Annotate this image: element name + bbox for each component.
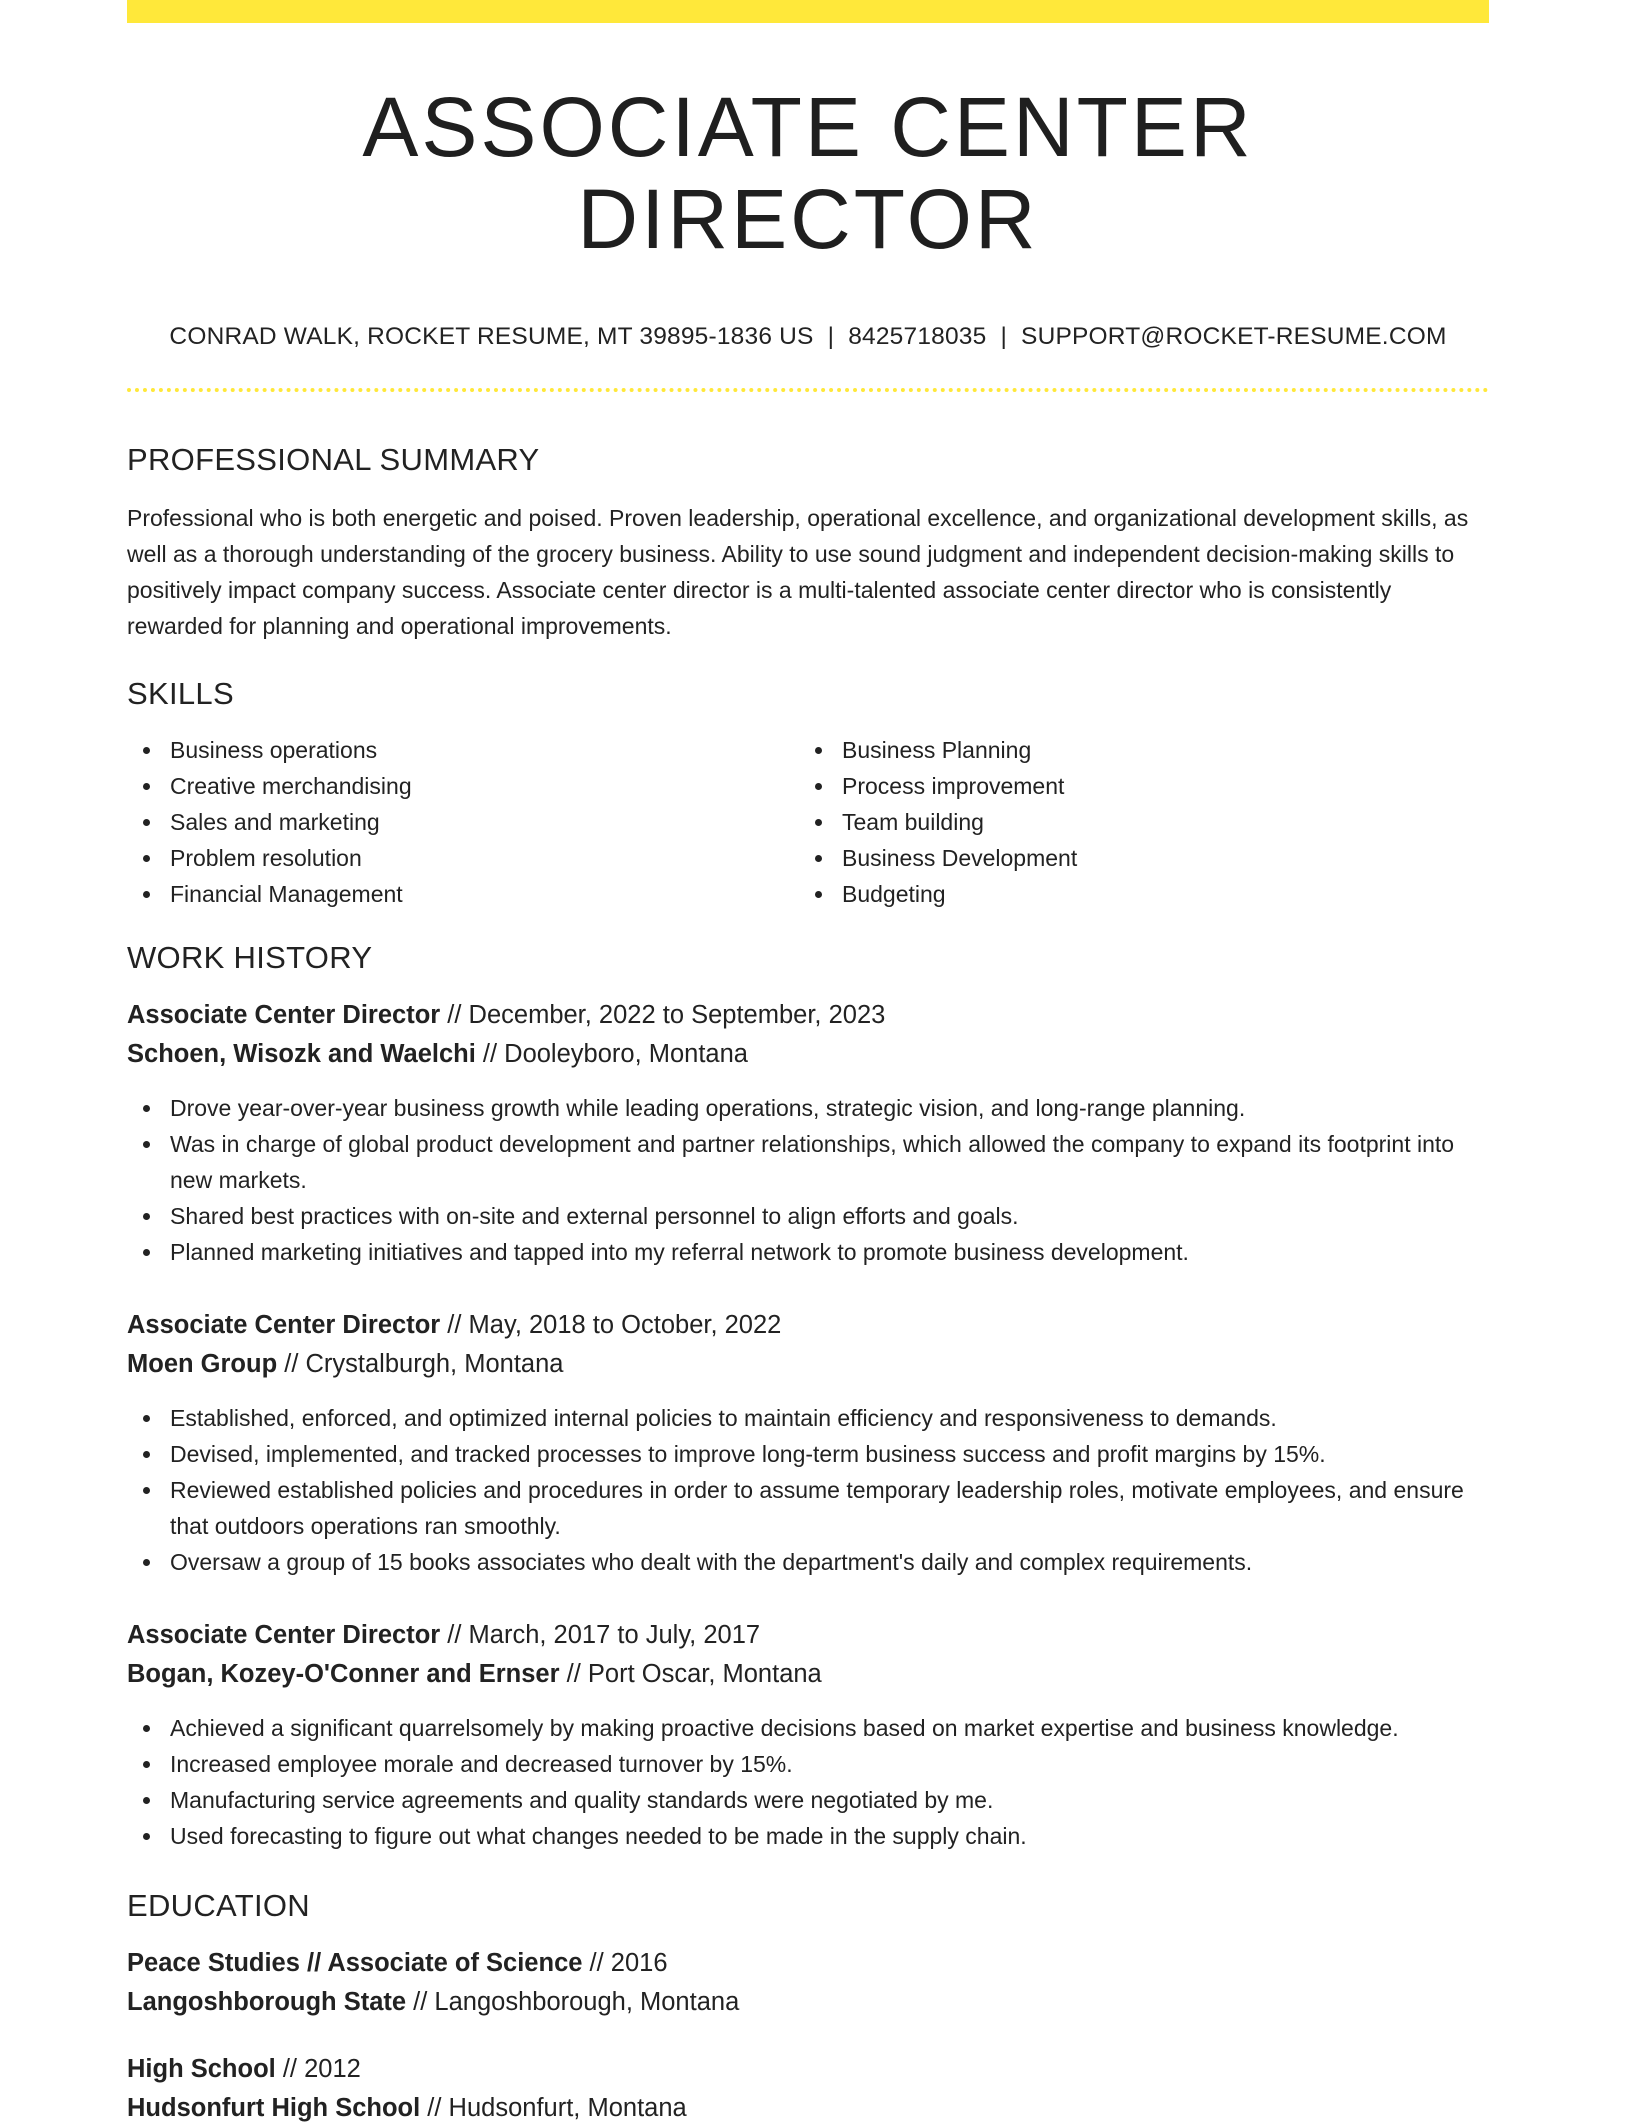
contact-phone: 8425718035 xyxy=(848,322,987,350)
job-location: // Dooleyboro, Montana xyxy=(475,1039,748,1068)
job-bullet: Shared best practices with on-site and external personnel to align efforts and goals. xyxy=(170,1198,1489,1234)
skill-item: Process improvement xyxy=(842,768,1471,804)
contact-separator: | xyxy=(827,322,835,350)
education-degree: Peace Studies // Associate of Science xyxy=(127,1948,583,1977)
job-company: Schoen, Wisozk and Waelchi xyxy=(127,1039,476,1068)
job-bullet: Planned marketing initiatives and tapped into my referral network to promote business development. xyxy=(170,1234,1489,1270)
summary-heading: PROFESSIONAL SUMMARY xyxy=(127,441,540,477)
skill-item: Business Planning xyxy=(842,732,1471,768)
job-location: // Port Oscar, Montana xyxy=(559,1659,822,1688)
skill-item: Problem resolution xyxy=(170,840,799,876)
job-company: Bogan, Kozey-O'Conner and Ernser xyxy=(127,1659,560,1688)
job-company: Moen Group xyxy=(127,1349,278,1378)
skill-item: Financial Management xyxy=(170,876,799,912)
job-role-line xyxy=(127,1616,1489,1655)
dotted-divider xyxy=(127,388,1489,396)
job-bullets xyxy=(127,1400,1489,1580)
job-role: Associate Center Director xyxy=(127,1620,441,1649)
contact-address: CONRAD WALK, ROCKET RESUME, MT 39895-1836 US xyxy=(169,322,814,350)
job-company-line xyxy=(127,1345,1489,1384)
skill-item: Business operations xyxy=(170,732,799,768)
job-role-line xyxy=(127,1306,1489,1345)
job-dates: // December, 2022 to September, 2023 xyxy=(440,1000,886,1029)
education-school: Langoshborough State xyxy=(127,1987,407,2016)
job-bullet: Used forecasting to figure out what changes needed to be made in the supply chain. xyxy=(170,1818,1489,1854)
job-bullet: Devised, implemented, and tracked processes to improve long-term business success and profit margins by 15%. xyxy=(170,1436,1489,1472)
job-entry xyxy=(127,1306,1489,1580)
job-entry xyxy=(127,996,1489,1270)
contact-email: SUPPORT@ROCKET-RESUME.COM xyxy=(1021,322,1447,350)
skill-item: Creative merchandising xyxy=(170,768,799,804)
education-school-line xyxy=(127,1983,1489,2022)
job-bullet: Drove year-over-year business growth while leading operations, strategic vision, and long-range planning. xyxy=(170,1090,1489,1126)
job-role: Associate Center Director xyxy=(127,1310,441,1339)
resume-title: ASSOCIATE CENTER DIRECTOR xyxy=(362,80,1254,267)
skills-list xyxy=(127,732,1489,912)
top-accent-bar xyxy=(127,0,1489,23)
job-bullet: Reviewed established policies and procedures in order to assume temporary leadership roles, motivate employees, and ensure that outdoors operations ran smoothly. xyxy=(170,1472,1489,1544)
job-bullet: Established, enforced, and optimized internal policies to maintain efficiency and responsiveness to demands. xyxy=(170,1400,1489,1436)
job-bullets xyxy=(127,1710,1489,1854)
skill-item: Sales and marketing xyxy=(170,804,799,840)
job-bullet: Increased employee morale and decreased turnover by 15%. xyxy=(170,1746,1489,1782)
skills-heading: SKILLS xyxy=(127,675,234,711)
skills-column-right xyxy=(799,732,1471,912)
skills-column-left xyxy=(127,732,799,912)
education-school-line xyxy=(127,2089,1489,2128)
skill-item: Budgeting xyxy=(842,876,1471,912)
skill-item: Business Development xyxy=(842,840,1471,876)
education-entry xyxy=(127,1944,1489,2022)
job-entry xyxy=(127,1616,1489,1854)
resume-page xyxy=(127,23,1489,2128)
job-bullet: Was in charge of global product development and partner relationships, which allowed the company to expand its footprint into new markets. xyxy=(170,1126,1489,1198)
contact-separator: | xyxy=(1000,322,1008,350)
contact-line xyxy=(127,323,1489,351)
job-dates: // May, 2018 to October, 2022 xyxy=(440,1310,782,1339)
job-company-line xyxy=(127,1035,1489,1074)
education-year: // 2012 xyxy=(275,2054,361,2083)
job-bullet: Achieved a significant quarrelsomely by making proactive decisions based on market expertise and business knowledge. xyxy=(170,1710,1489,1746)
job-role-line xyxy=(127,996,1489,1035)
skill-item: Team building xyxy=(842,804,1471,840)
education-year: // 2016 xyxy=(582,1948,668,1977)
job-role: Associate Center Director xyxy=(127,1000,441,1029)
job-dates: // March, 2017 to July, 2017 xyxy=(440,1620,761,1649)
work-history-heading: WORK HISTORY xyxy=(127,939,373,975)
education-location: // Langoshborough, Montana xyxy=(406,1987,740,2016)
job-location: // Crystalburgh, Montana xyxy=(277,1349,564,1378)
education-heading: EDUCATION xyxy=(127,1887,310,1923)
job-bullet: Oversaw a group of 15 books associates who dealt with the department's daily and complex requirements. xyxy=(170,1544,1489,1580)
job-bullets xyxy=(127,1090,1489,1270)
education-degree-line xyxy=(127,2050,1489,2089)
education-degree-line xyxy=(127,1944,1489,1983)
job-bullet: Manufacturing service agreements and quality standards were negotiated by me. xyxy=(170,1782,1489,1818)
education-entry xyxy=(127,2050,1489,2128)
education-location: // Hudsonfurt, Montana xyxy=(420,2093,687,2122)
education-school: Hudsonfurt High School xyxy=(127,2093,421,2122)
summary-text: Professional who is both energetic and poised. Proven leadership, operational excellence, and organizational development skills, as well as a thorough understanding of the grocery business. Ability to use sound judgment and independent decision-making skills to positively impact company success. Associate center director is a multi-talented associate center director who is consistently rewarded for planning and operational improvements. xyxy=(127,504,1469,639)
education-degree: High School xyxy=(127,2054,276,2083)
job-company-line xyxy=(127,1655,1489,1694)
